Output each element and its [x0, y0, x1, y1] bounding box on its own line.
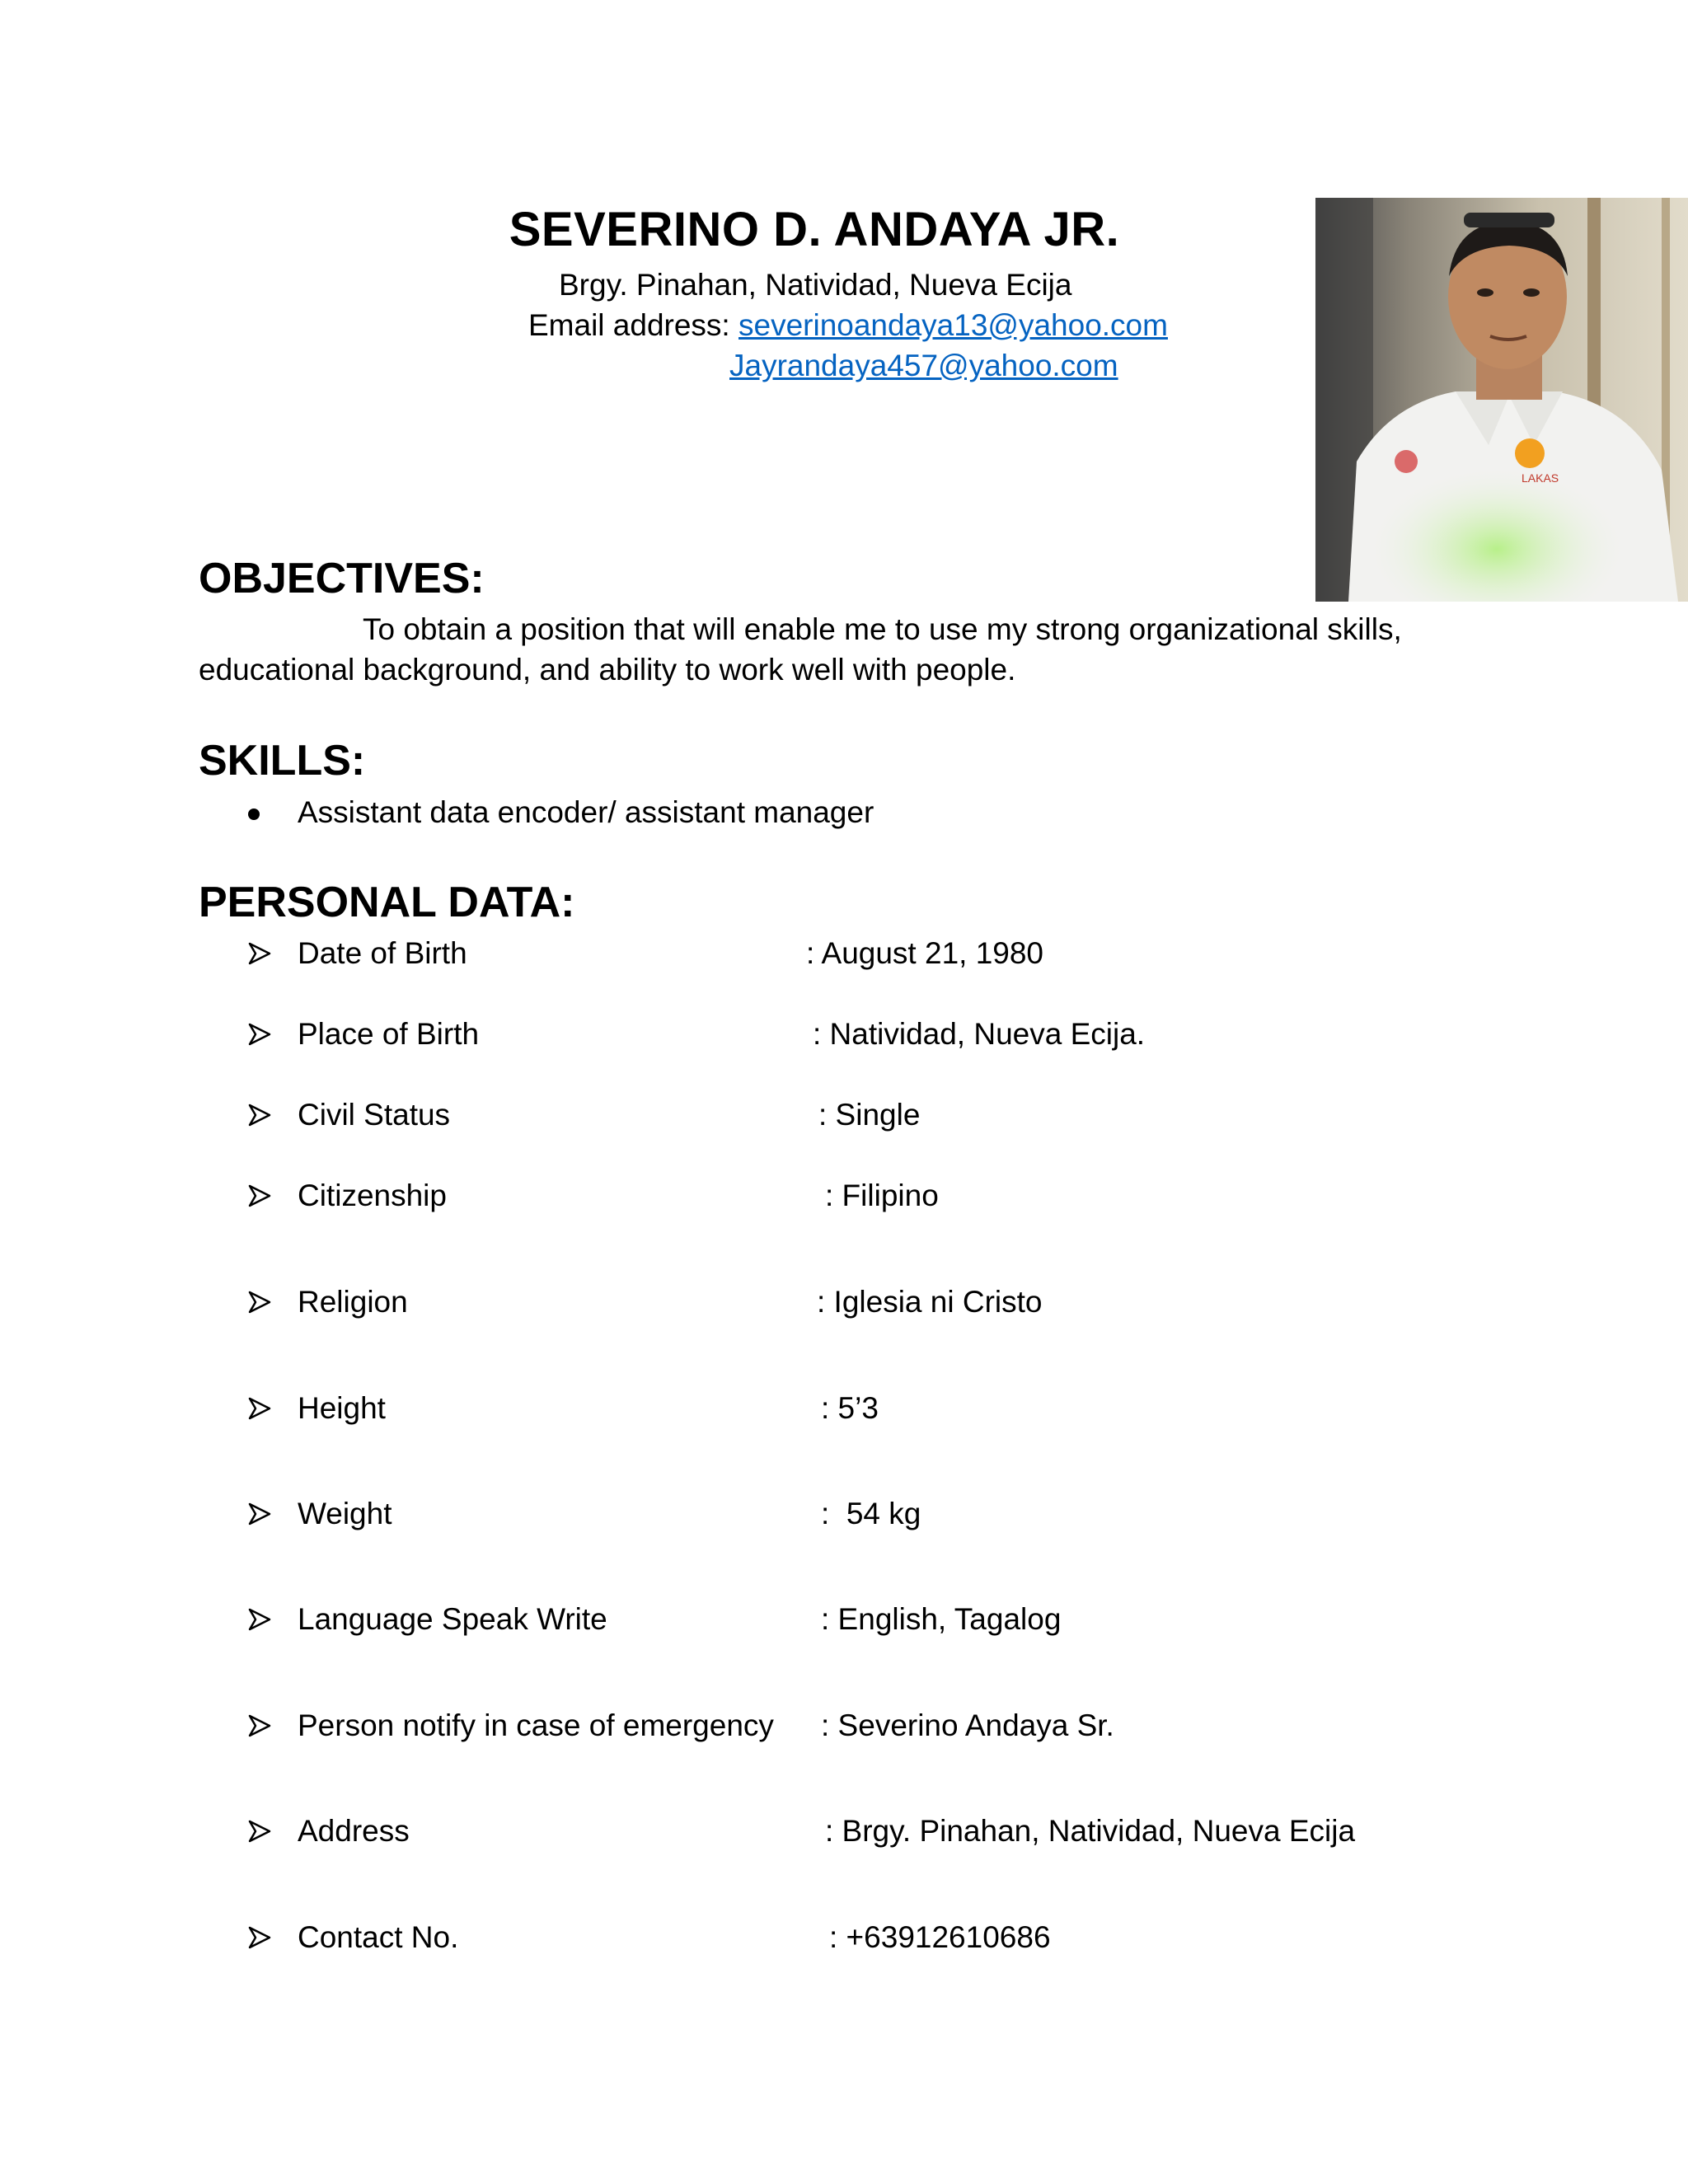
personal-data-label: Religion: [298, 1285, 408, 1319]
header-address: Brgy. Pinahan, Natividad, Nueva Ecija: [559, 268, 1072, 302]
personal-data-label: Contact No.: [298, 1920, 459, 1954]
personal-data-label: Place of Birth: [298, 1017, 480, 1051]
email-link-1[interactable]: severinoandaya13@yahoo.com: [738, 308, 1168, 342]
personal-data-label: Person notify in case of emergency: [298, 1708, 774, 1742]
personal-data-value: : English, Tagalog: [821, 1602, 1062, 1636]
personal-data-label: Citizenship: [298, 1179, 447, 1212]
arrow-bullet-icon: [248, 1820, 271, 1843]
bullet-icon: [248, 808, 260, 820]
person-photo-icon: [1315, 198, 1688, 602]
objectives-text-line-2: educational background, and ability to work well with people.: [199, 653, 1016, 687]
personal-data-label: Address: [298, 1814, 410, 1848]
profile-photo: [1315, 198, 1688, 602]
personal-data-label: Civil Status: [298, 1098, 451, 1132]
personal-data-value: : Severino Andaya Sr.: [821, 1708, 1114, 1742]
arrow-bullet-icon: [248, 1291, 271, 1314]
email-line: [528, 308, 1168, 343]
personal-data-label: Date of Birth: [298, 936, 467, 970]
personal-data-value: : Filipino: [825, 1179, 939, 1212]
personal-data-value: : Single: [818, 1098, 921, 1132]
personal-data-value: : 5’3: [821, 1391, 879, 1425]
arrow-bullet-icon: [248, 1714, 271, 1737]
skills-heading: SKILLS:: [199, 737, 366, 785]
personal-data-label: Weight: [298, 1497, 392, 1530]
email-link-2[interactable]: Jayrandaya457@yahoo.com: [729, 349, 1118, 382]
arrow-bullet-icon: [248, 1397, 271, 1420]
objectives-text-line-1: To obtain a position that will enable me to use my strong organizational skills,: [363, 612, 1402, 646]
personal-data-value: : Iglesia ni Cristo: [817, 1285, 1043, 1319]
personal-data-value: : Natividad, Nueva Ecija.: [813, 1017, 1146, 1051]
arrow-bullet-icon: [248, 1023, 271, 1046]
personal-data-value: : 54 kg: [821, 1497, 921, 1530]
personal-data-label: Language Speak Write: [298, 1602, 607, 1636]
arrow-bullet-icon: [248, 942, 271, 965]
arrow-bullet-icon: [248, 1926, 271, 1949]
email-label: Email address:: [528, 308, 738, 342]
personal-data-value: : +63912610686: [829, 1920, 1051, 1954]
arrow-bullet-icon: [248, 1184, 271, 1207]
arrow-bullet-icon: [248, 1502, 271, 1526]
personal-data-label: Height: [298, 1391, 386, 1425]
arrow-bullet-icon: [248, 1608, 271, 1631]
personal-data-value: : Brgy. Pinahan, Natividad, Nueva Ecija: [825, 1814, 1356, 1848]
resume-name: SEVERINO D. ANDAYA JR.: [509, 203, 1120, 256]
skill-item: Assistant data encoder/ assistant manager: [298, 795, 874, 829]
svg-text:LAKAS: LAKAS: [1522, 471, 1559, 485]
email-line-2: [729, 349, 1118, 383]
arrow-bullet-icon: [248, 1104, 271, 1127]
objectives-heading: OBJECTIVES:: [199, 555, 485, 602]
personal-data-heading: PERSONAL DATA:: [199, 879, 575, 926]
personal-data-value: : August 21, 1980: [806, 936, 1044, 970]
